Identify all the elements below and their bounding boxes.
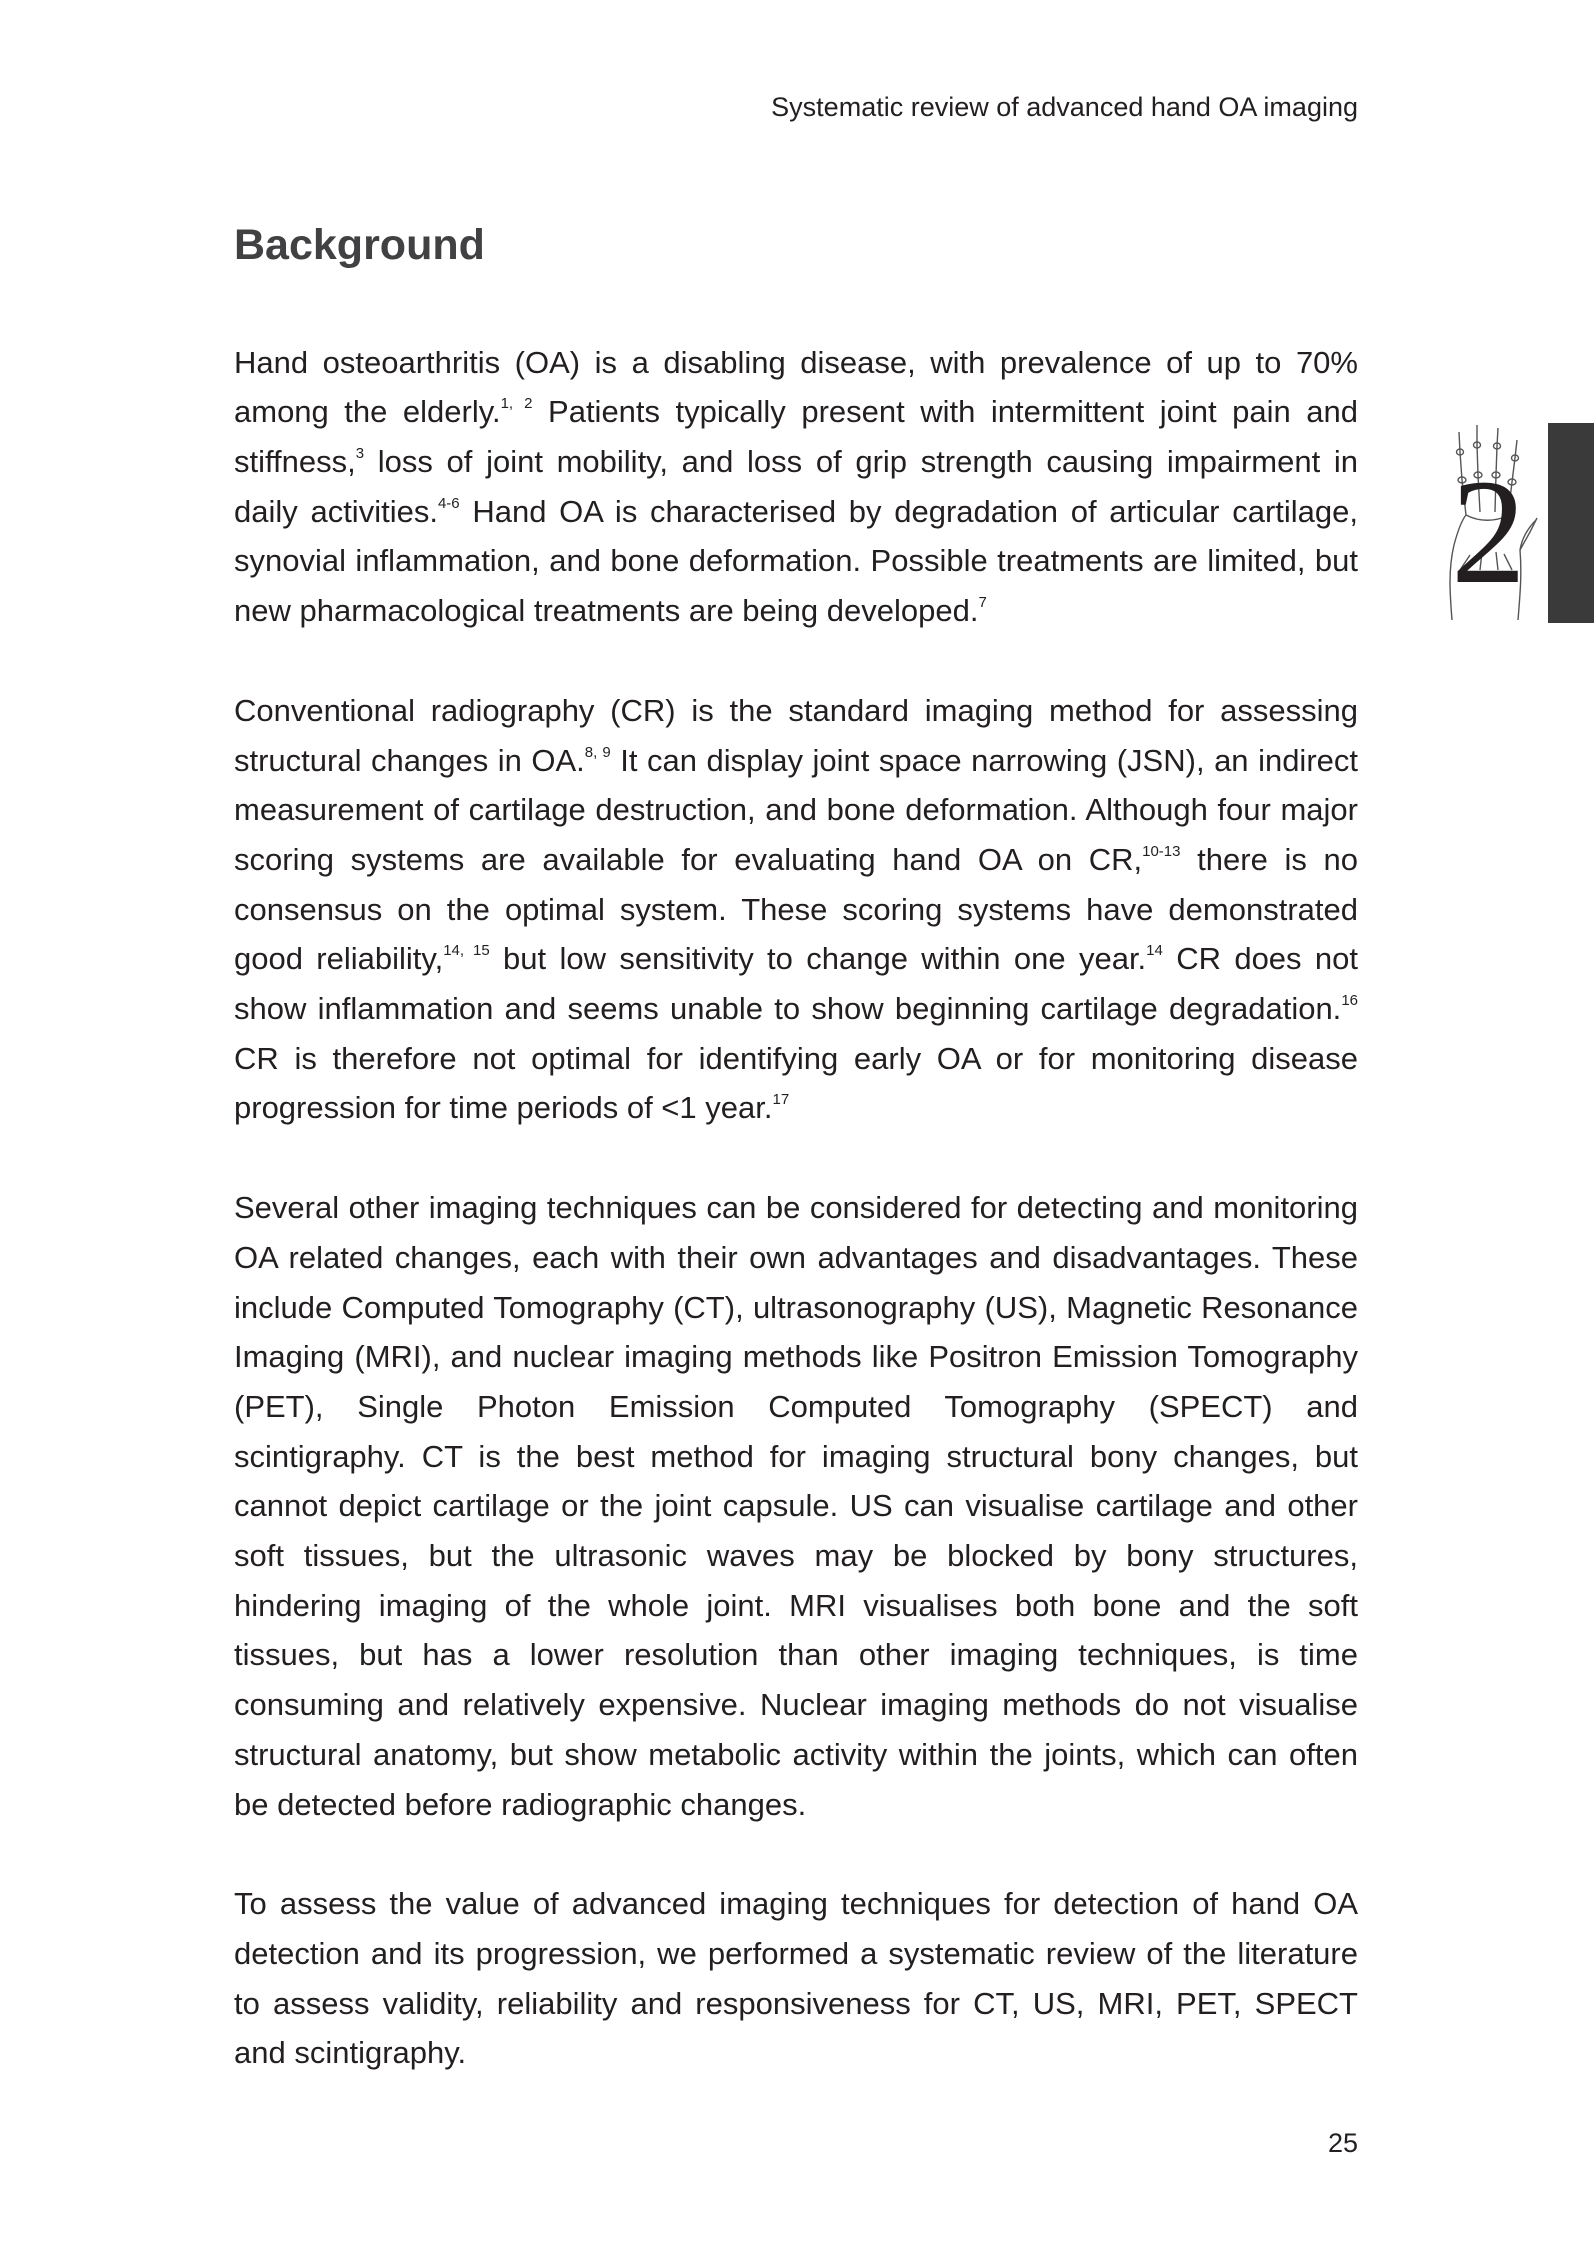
page-content bbox=[234, 220, 1358, 2078]
paragraph-text: loss of joint mobility, and loss of grip strength causing impairment in daily activities. bbox=[234, 444, 1358, 529]
body-paragraph bbox=[234, 1183, 1358, 1829]
chapter-tab bbox=[1548, 423, 1594, 623]
body-paragraph bbox=[234, 1879, 1358, 2078]
citation-superscript: 4-6 bbox=[437, 494, 460, 512]
paragraph-text: there is no consensus on the optimal system. These scoring systems have demonstrated good reliability, bbox=[234, 841, 1358, 977]
paragraph-text: Hand OA is characterised by degradation of articular cartilage, synovial inflammation, and bone deformation. Possible treatments are limited, but new pharmacological treatments are being developed. bbox=[234, 493, 1358, 629]
chapter-number: 2 bbox=[1451, 449, 1526, 615]
citation-superscript: 17 bbox=[772, 1091, 790, 1109]
paragraph-text: Hand osteoarthritis (OA) is a disabling disease, with prevalence of up to 70% among the elderly. bbox=[234, 344, 1358, 430]
body-paragraph bbox=[234, 686, 1358, 1133]
citation-superscript: 3 bbox=[355, 445, 365, 462]
page-number: 25 bbox=[1327, 2128, 1358, 2158]
paragraph-text: To assess the value of advanced imaging techniques for detection of hand OA detection and its progression, we performed a systematic review of the literature to assess validity, reliability and responsiveness for CT, US, MRI, PET, SPECT and scintigraphy. bbox=[234, 1886, 1358, 2071]
section-title: Background bbox=[234, 221, 485, 269]
citation-superscript: 8, 9 bbox=[584, 743, 611, 761]
citation-superscript: 14, 15 bbox=[443, 942, 490, 960]
paragraph-text: Several other imaging techniques can be considered for detecting and monitoring OA related changes, each with their own advantages and disadvantages. These include Computed Tomography (CT), ultrasonography (US), Magnetic Resonance Imaging (MRI), and nuclear imaging methods like Positron Emission Tomography (PET), Single Photon Emission Computed Tomography (SPECT) and scintigraphy. CT is the best method for imaging structural bony changes, but cannot depict cartilage or the joint capsule. US can visualise cartilage and other soft tissues, but the ultrasonic waves may be blocked by bony structures, hindering imaging of the whole joint. MRI visualises both bone and the soft tissues, but has a lower resolution than other imaging techniques, is time consuming and relatively expensive. Nuclear imaging methods do not visualise structural anatomy, but show metabolic activity within the joints, which can often be detected before radiographic changes. bbox=[234, 1190, 1358, 1822]
body-paragraph bbox=[234, 338, 1358, 636]
paragraph-text: It can display joint space narrowing (JSN), an indirect measurement of cartilage destruction, and bone deformation. Although four major scoring systems are available for evaluating hand OA on CR, bbox=[234, 742, 1358, 877]
citation-superscript: 14 bbox=[1146, 942, 1163, 960]
paragraph-text: Patients typically present with intermittent joint pain and stiffness, bbox=[234, 394, 1358, 479]
paragraph-text: CR is therefore not optimal for identifying early OA or for monitoring disease progression for time periods of <1 year. bbox=[234, 1040, 1358, 1126]
citation-superscript: 1, 2 bbox=[500, 395, 533, 413]
citation-superscript: 10-13 bbox=[1142, 842, 1181, 860]
paragraph-text: but low sensitivity to change within one year. bbox=[489, 941, 1147, 977]
paragraph-text: Conventional radiography (CR) is the standard imaging method for assessing structural changes in OA. bbox=[234, 692, 1358, 778]
citation-superscript: 7 bbox=[978, 594, 987, 612]
citation-superscript: 16 bbox=[1341, 992, 1358, 1010]
paragraph-text: CR does not show inflammation and seems unable to show beginning cartilage degradation. bbox=[234, 941, 1358, 1027]
running-header: Systematic review of advanced hand OA imaging bbox=[771, 92, 1358, 122]
